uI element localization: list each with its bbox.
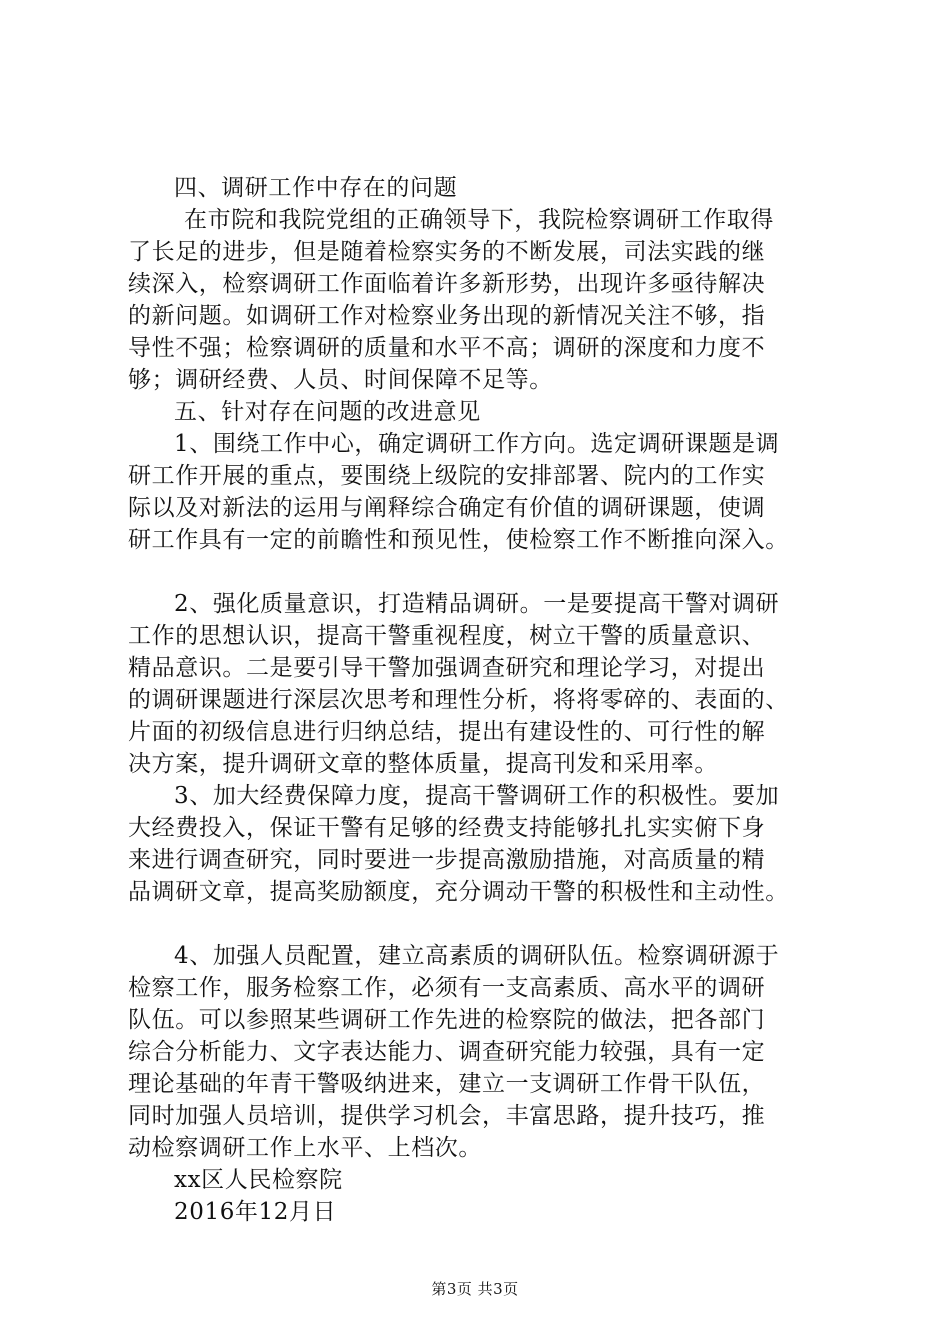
paragraph-line: 队伍。可以参照某些调研工作先进的检察院的做法，把各部门 xyxy=(128,1007,766,1033)
paragraph-line: 动检察调研工作上水平、上档次。 xyxy=(128,1135,482,1161)
paragraph-line: 了长足的进步，但是随着检察实务的不断发展，司法实践的继 xyxy=(128,239,766,265)
page-number-footer: 第3页 共3页 xyxy=(431,1280,519,1298)
paragraph-line: 大经费投入，保证干警有足够的经费支持能够扎扎实实俯下身 xyxy=(128,815,766,841)
paragraph-line: 精品意识。二是要引导干警加强调查研究和理论学习，对提出 xyxy=(128,655,766,681)
signature-date: 2016年12月日 xyxy=(174,1199,337,1225)
paragraph-line: 够；调研经费、人员、时间保障不足等。 xyxy=(128,367,553,393)
paragraph-line: 际以及对新法的运用与阐释综合确定有价值的调研课题，使调 xyxy=(128,495,766,521)
paragraph-line: 导性不强；检察调研的质量和水平不高；调研的深度和力度不 xyxy=(128,335,766,361)
paragraph-line: 综合分析能力、文字表达能力、调查研究能力较强，具有一定 xyxy=(128,1039,766,1065)
paragraph-line: 检察工作，服务检察工作，必须有一支高素质、高水平的调研 xyxy=(128,975,766,1001)
paragraph-line: 片面的初级信息进行归纳总结，提出有建设性的、可行性的解 xyxy=(128,719,766,745)
paragraph-line: 研工作具有一定的前瞻性和预见性，使检察工作不断推向深入。 xyxy=(128,527,789,553)
paragraph-gap xyxy=(128,908,840,940)
paragraph-line: 理论基础的年青干警吸纳进来，建立一支调研工作骨干队伍， xyxy=(128,1071,766,1097)
paragraph-line: 1、围绕工作中心，确定调研工作方向。选定调研课题是调 xyxy=(174,431,780,457)
paragraph-line: 3、加大经费保障力度，提高干警调研工作的积极性。要加 xyxy=(174,783,780,809)
paragraph-line: 品调研文章，提高奖励额度，充分调动干警的积极性和主动性。 xyxy=(128,879,789,905)
paragraph-line: 在市院和我院党组的正确领导下，我院检察调研工作取得 xyxy=(184,207,774,233)
paragraph-line: 的调研课题进行深层次思考和理性分析，将将零碎的、表面的、 xyxy=(128,687,789,713)
signature-organization: xx区人民检察院 xyxy=(174,1167,343,1193)
section-heading-improvements: 五、针对存在问题的改进意见 xyxy=(174,399,481,425)
paragraph-line: 4、加强人员配置，建立高素质的调研队伍。检察调研源于 xyxy=(174,943,780,969)
paragraph-line: 同时加强人员培训，提供学习机会，丰富思路，提升技巧，推 xyxy=(128,1103,766,1129)
paragraph-line: 研工作开展的重点，要围绕上级院的安排部署、院内的工作实 xyxy=(128,463,766,489)
paragraph-line: 决方案，提升调研文章的整体质量，提高刊发和采用率。 xyxy=(128,751,718,777)
paragraph-line: 的新问题。如调研工作对检察业务出现的新情况关注不够，指 xyxy=(128,303,766,329)
paragraph-line: 来进行调查研究，同时要进一步提高激励措施，对高质量的精 xyxy=(128,847,766,873)
section-heading-problems: 四、调研工作中存在的问题 xyxy=(174,175,458,201)
paragraph-line: 2、强化质量意识，打造精品调研。一是要提高干警对调研 xyxy=(174,591,780,617)
paragraph-line: 工作的思想认识，提高干警重视程度，树立干警的质量意识、 xyxy=(128,623,766,649)
paragraph-gap xyxy=(128,556,840,588)
paragraph-line: 续深入，检察调研工作面临着许多新形势，出现许多亟待解决 xyxy=(128,271,766,297)
document-body xyxy=(128,172,840,1228)
